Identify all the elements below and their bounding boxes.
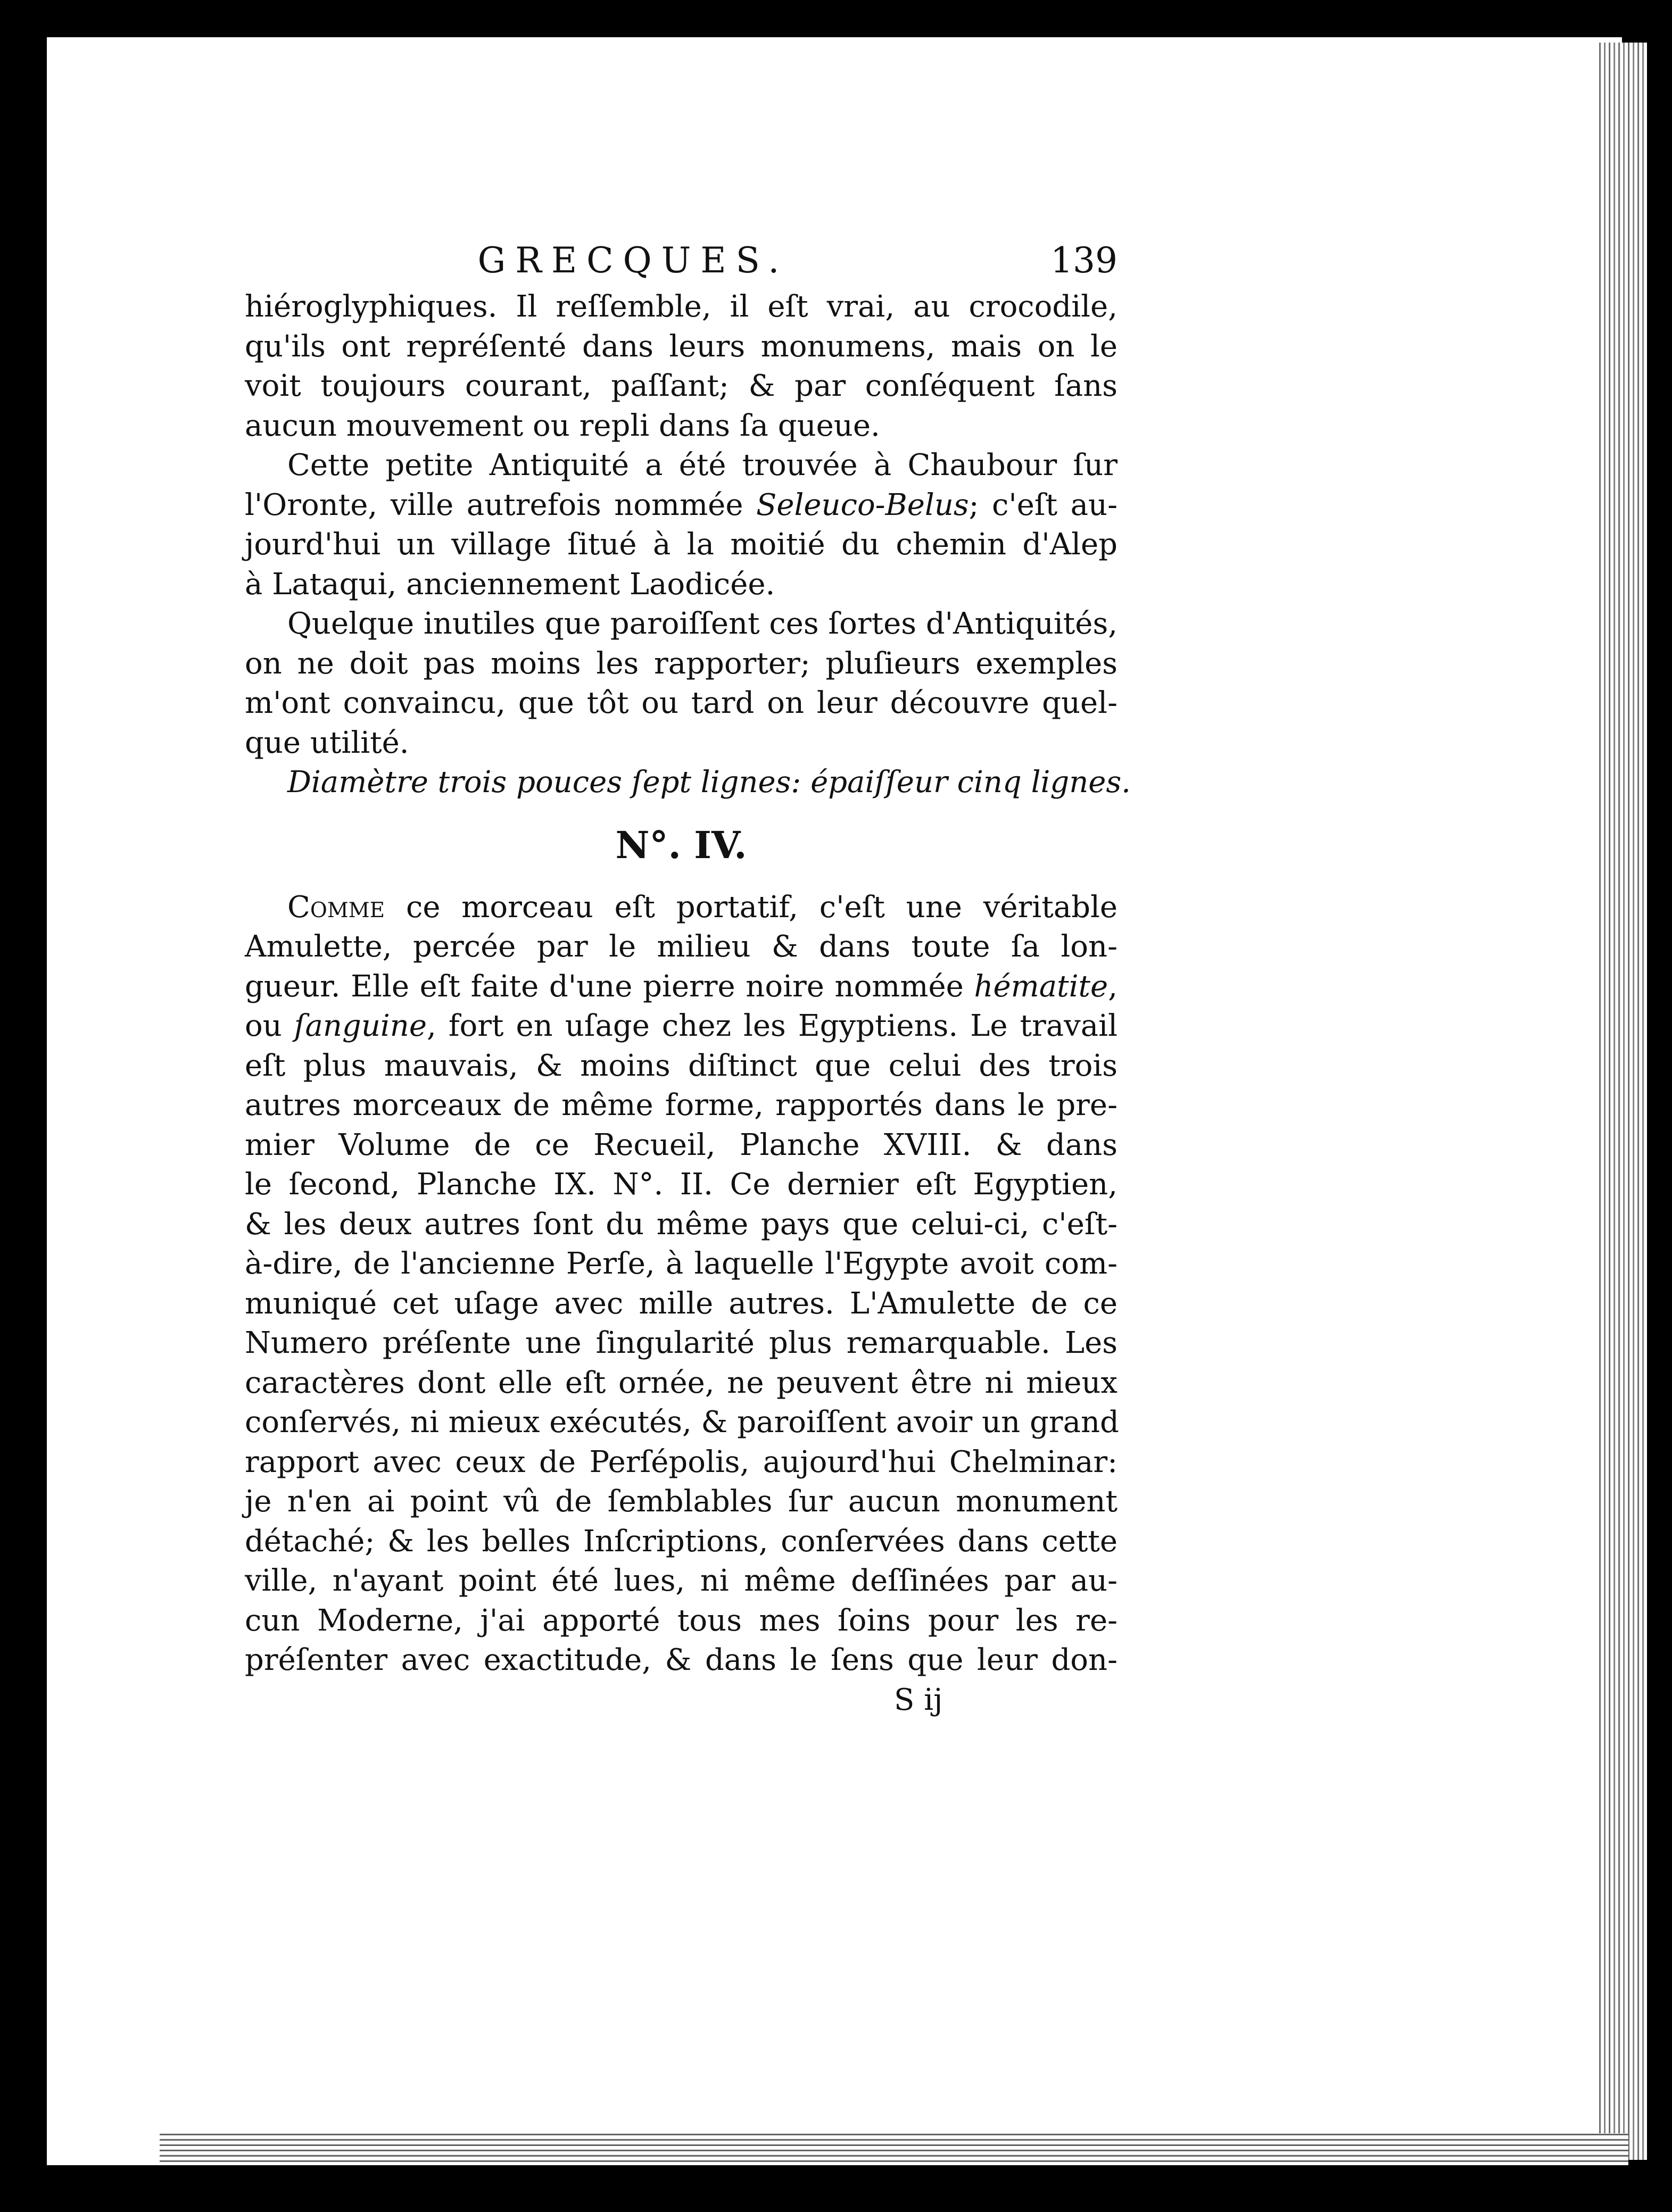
text-line: conſervés, ni mieux exécutés, & paroiſſent avoir un grand — [245, 1405, 1119, 1440]
text-line: détaché; & les belles Inſcriptions, conſervées dans cette — [245, 1524, 1118, 1559]
text-line: qu'ils ont repréſenté dans leurs monumens, mais on le — [245, 329, 1118, 364]
text-run: l'Oronte, ville autrefois nommée — [245, 487, 756, 522]
text-run: ou — [245, 1009, 294, 1043]
text-line: eſt plus mauvais, & moins diſtinct que celui des trois — [245, 1048, 1118, 1083]
text-line: jourd'hui un village ſitué à la moitié du chemin d'Alep — [245, 527, 1118, 562]
text-line: préſenter avec exactitude, & dans le ſens que leur don- — [245, 1643, 1118, 1677]
text-run: gueur. Elle eſt faite d'une pierre noire nommée — [245, 969, 974, 1004]
italic-term: hématite — [974, 969, 1108, 1004]
text-line — [245, 888, 1118, 928]
opening-small-caps: Comme — [287, 889, 385, 925]
text-line: on ne doit pas moins les rapporter; pluſieurs exemples — [245, 646, 1118, 681]
page-bottom-decoration — [160, 2133, 1628, 2165]
text-line: Numero préſente une ſingularité plus remarquable. Les — [245, 1326, 1118, 1360]
text-line — [245, 967, 1118, 1007]
page-number: 139 — [1050, 240, 1118, 281]
text-line: Amulette, percée par le milieu & dans toute ſa lon- — [245, 929, 1118, 964]
text-line: le ſecond, Planche IX. N°. II. Ce dernier eſt Egyptien, — [245, 1167, 1118, 1202]
text-line: rapport avec ceux de Perſépolis, aujourd'hui Chelminar: — [245, 1444, 1118, 1479]
page-edge-decoration — [1596, 43, 1647, 2160]
text-line: autres morceaux de même forme, rapportés dans le pre- — [245, 1088, 1118, 1122]
text-line: muniqué cet uſage avec mille autres. L'Amulette de ce — [245, 1286, 1118, 1321]
text-run: , — [1108, 969, 1118, 1004]
text-line: caractères dont elle eſt ornée, ne peuvent être ni mieux — [245, 1365, 1118, 1400]
text-line: hiéroglyphiques. Il reſſemble, il eſt vrai, au crocodile, — [245, 289, 1118, 324]
text-line: je n'en ai point vû de ſemblables ſur aucun monument — [245, 1484, 1118, 1519]
dimension-note: Diamètre trois pouces ſept lignes: épaiſſeur cinq lignes. — [287, 765, 1131, 800]
section-title: N°. IV. — [615, 822, 747, 867]
page-header — [245, 234, 1118, 287]
paragraph-3 — [245, 604, 1118, 763]
italic-term: ſanguine — [294, 1009, 427, 1043]
text-line — [245, 1007, 1118, 1046]
paragraph-4 — [245, 888, 1118, 1681]
text-run: , fort en uſage chez les Egyptiens. Le travail — [427, 1009, 1118, 1043]
text-line: que utilité. — [245, 725, 409, 760]
text-line: aucun mouvement ou repli dans ſa queue. — [245, 408, 880, 443]
paragraph-2 — [245, 446, 1118, 604]
running-head: GRECQUES. — [477, 240, 789, 281]
text-run: ; c'eſt au- — [969, 487, 1118, 522]
text-line: à-dire, de l'ancienne Perſe, à laquelle l'Egypte avoit com- — [245, 1246, 1118, 1281]
italic-place-name: Seleuco-Belus — [756, 487, 969, 522]
text-line: m'ont convaincu, que tôt ou tard on leur découvre quel- — [245, 686, 1118, 720]
text-line — [245, 486, 1118, 526]
text-line: cun Moderne, j'ai apporté tous mes ſoins pour les re- — [245, 1603, 1118, 1638]
text-line: voit toujours courant, paſſant; & par conſéquent ſans — [245, 369, 1118, 403]
text-run: ce morceau eſt portatif, c'eſt une véritable — [385, 889, 1118, 925]
text-line: & les deux autres ſont du même pays que celui-ci, c'eſt- — [245, 1207, 1118, 1242]
signature-mark: S ij — [894, 1682, 943, 1717]
paragraph-1 — [245, 287, 1118, 446]
text-line: à Lataqui, anciennement Laodicée. — [245, 567, 775, 602]
text-line: Quelque inutiles que paroiſſent ces ſortes d'Antiquités, — [287, 606, 1118, 641]
text-block — [245, 234, 1131, 1720]
text-line: ville, n'ayant point été lues, ni même deſſinées par au- — [245, 1564, 1118, 1598]
text-line: mier Volume de ce Recueil, Planche XVIII. & dans — [245, 1127, 1118, 1162]
text-line: Cette petite Antiquité a été trouvée à Chaubour ſur — [287, 448, 1118, 483]
